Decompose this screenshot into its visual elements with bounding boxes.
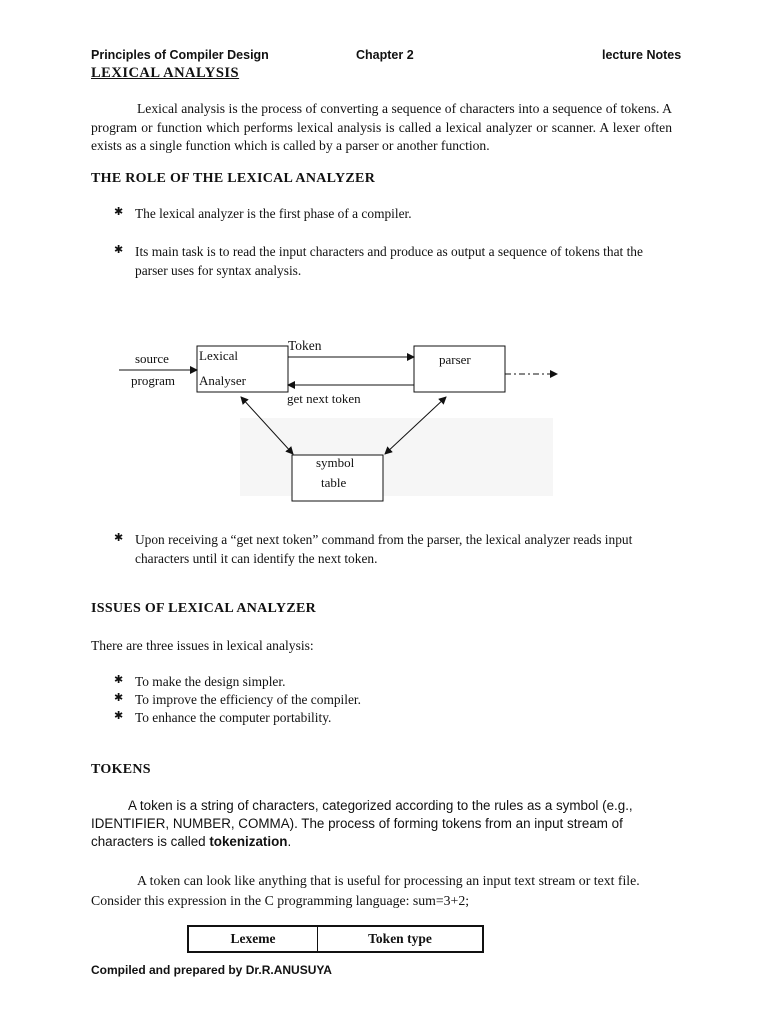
tokens-heading: TOKENS [91,762,151,777]
page-footer: Compiled and prepared by Dr.R.ANUSUYA [91,963,332,977]
lexeme-header: Lexeme [188,926,318,952]
role-bullet-1: The lexical analyzer is the first phase of a compiler. [135,206,412,221]
token-type-header: Token type [318,926,484,952]
role-heading: THE ROLE OF THE LEXICAL ANALYZER [91,171,376,186]
lexer-label-line2: Analyser [199,373,246,388]
page-title: LEXICAL ANALYSIS [91,65,240,81]
star-bullet-icon: ✱ [114,206,124,218]
intro-paragraph: Lexical analysis is the process of converting a sequence of characters into a sequence of tokens. A program or function which performs lexical analysis is called a lexical analyzer or scanner. A lexer often exists as a single function which is called by a parser or another function. [91,101,672,153]
header-center: Chapter 2 [356,48,414,62]
star-bullet-icon: ✱ [114,692,124,704]
issue-bullet-2: To improve the efficiency of the compiler. [135,692,362,707]
star-bullet-icon: ✱ [114,532,124,544]
lexeme-token-table [187,925,484,953]
table-label: table [321,475,347,490]
star-bullet-icon: ✱ [114,710,124,722]
issue-bullet-1: To make the design simpler. [135,674,286,689]
star-bullet-icon: ✱ [114,674,124,686]
token-label: Token [288,338,322,353]
tokens-paragraph-2: A token can look like anything that is useful for processing an input text stream or text file. Consider this expression in the C programming language: sum=3+2; [91,873,640,908]
issues-intro: There are three issues in lexical analysis: [91,638,314,653]
get-next-token-bullet: Upon receiving a “get next token” command from the parser, the lexical analyzer reads input characters until it can identify the next token. [135,532,633,566]
symbol-label: symbol [316,455,355,470]
header-right: lecture Notes [602,48,682,62]
tokens-para1-end: . [287,834,292,849]
program-label: program [131,373,176,388]
issue-bullet-3: To enhance the computer portability. [135,710,332,725]
get-next-token-label: get next token [287,391,361,406]
parser-label: parser [439,352,471,367]
star-bullet-icon: ✱ [114,244,124,256]
tokens-paragraph-1 [91,797,663,851]
lexer-label-line1: Lexical [199,348,238,363]
source-label: source [135,351,169,366]
tokens-para1-text: A token is a string of characters, categorized according to the rules as a symbol (e.g., IDENTIFIER, NUMBER, COMMA). The process of forming tokens from an input stream of characters is called [91,798,633,849]
table-header-row [188,926,483,952]
diagram-shaded-area [240,418,553,496]
issues-heading: ISSUES OF LEXICAL ANALYZER [91,601,317,616]
role-bullet-2: Its main task is to read the input characters and produce as output a sequence of tokens that the parser uses for syntax analysis. [135,244,643,278]
tokenization-term: tokenization [209,834,288,849]
header-left: Principles of Compiler Design [91,48,269,62]
